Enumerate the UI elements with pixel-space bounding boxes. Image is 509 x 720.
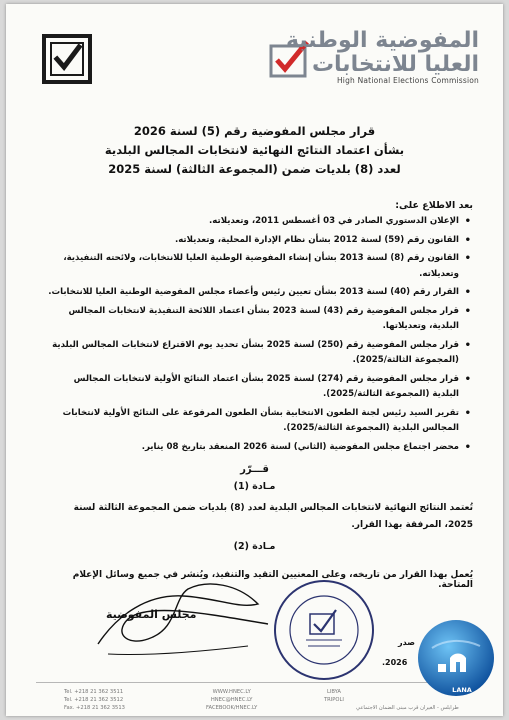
preamble-list (46, 214, 473, 458)
title-line-2: بشأن اعتماد النتائج النهائية لانتخابات المجالس البلدية (104, 143, 405, 157)
title-line-1: قرار مجلس المفوضية رقم (5) لسنة 2026 (133, 124, 376, 138)
article-2-text: يُعمل بهذا القرار من تاريخه، وعلى المعنيين التقيد والتنفيذ، ويُنشر في جميع وسائل الإعلام المتاحة. (72, 570, 473, 590)
checkmark-stamp-icon (42, 34, 92, 84)
footer-web: WWW.HNEC.LY HNEC@HNEC.LY FACEBOOK/HNEC.LY (206, 689, 258, 711)
article-2-heading: مـادة (2) (233, 541, 276, 552)
footer-contact: Tel. +218 21 362 3511 Tel. +218 21 362 3512 Fax. +218 21 362 3513 (64, 689, 125, 711)
list-item: • القرار رقم (40) لسنة 2013 بشأن تعيين رئيس وأعضاء مجلس المفوضية الوطنية العليا للانتخابات. (46, 285, 473, 301)
footer-address: طرابلس - الغيران قرب مبنى الضمان الاجتماعي (356, 705, 459, 711)
list-item: • محضر اجتماع مجلس المفوضية (الثاني) لسنة 2026 المنعقد بتاريخ 08 يناير. (46, 440, 473, 456)
footer-city: LIBYA TRIPOLI (324, 689, 344, 703)
title-line-3: لعدد (8) بلديات ضمن (المجموعة الثالثة) لسنة 2025 (108, 162, 401, 176)
lana-name: LANA (452, 686, 472, 694)
signer-name: مجلس المفوضية (106, 608, 197, 621)
list-item: • القانون رقم (8) لسنة 2013 بشأن إنشاء المفوضية الوطنية العليا للانتخابات، ولائحته التنفيذية، وتعديلاته. (46, 251, 473, 282)
article-1-heading: مـادة (1) (233, 481, 276, 492)
preamble-intro: بعد الاطلاع على: (395, 200, 473, 211)
list-item: • تقرير السيد رئيس لجنة الطعون الانتخابية بشأن الطعون المرفوعة على النتائج الأولية لانتخابات المجالس البلدية (المجموعة الثالثة/2025). (46, 406, 473, 437)
footer-divider (36, 682, 473, 683)
list-item: • القانون رقم (59) لسنة 2012 بشأن نظام الإدارة المحلية، وتعديلاته. (46, 233, 473, 249)
issue-year-fragment: 2026. (382, 658, 408, 667)
article-1-text: تُعتمد النتائج النهائية لانتخابات المجالس البلدية لعدد (8) بلديات ضمن المجموعة الثالثة لسنة 2025، المرفقة بهذا القرار. (73, 503, 473, 530)
commission-name-ar-2: العليا للانتخابات (311, 52, 479, 77)
list-item: • قرار مجلس المفوضية رقم (274) لسنة 2025 بشأن اعتماد النتائج الأولية لانتخابات المجالس البلدية (المجموعة الثالثة/2025). (46, 372, 473, 403)
commission-name-en: High National Elections Commission (336, 76, 479, 85)
decision-heading: قـــرّر (240, 464, 269, 475)
issue-date-fragment: صدر (398, 638, 415, 647)
list-item: • الإعلان الدستوري الصادر في 03 أغسطس 2011، وتعديلاته. (46, 214, 473, 230)
official-seal-icon (272, 578, 376, 682)
commission-logo (269, 26, 479, 88)
list-item: • قرار مجلس المفوضية رقم (43) لسنة 2023 بشأن اعتماد اللائحة التنفيذية لانتخابات المجالس البلدية، وتعديلاتها. (46, 304, 473, 335)
commission-name-ar-1: المفوضية الوطنية (285, 28, 479, 53)
list-item: • قرار مجلس المفوضية رقم (250) لسنة 2025 بشأن تحديد يوم الاقتراع لانتخابات المجالس البلدية (المجموعة الثالثة/2025). (46, 338, 473, 369)
decision-title (66, 122, 443, 179)
document-page (6, 4, 503, 716)
